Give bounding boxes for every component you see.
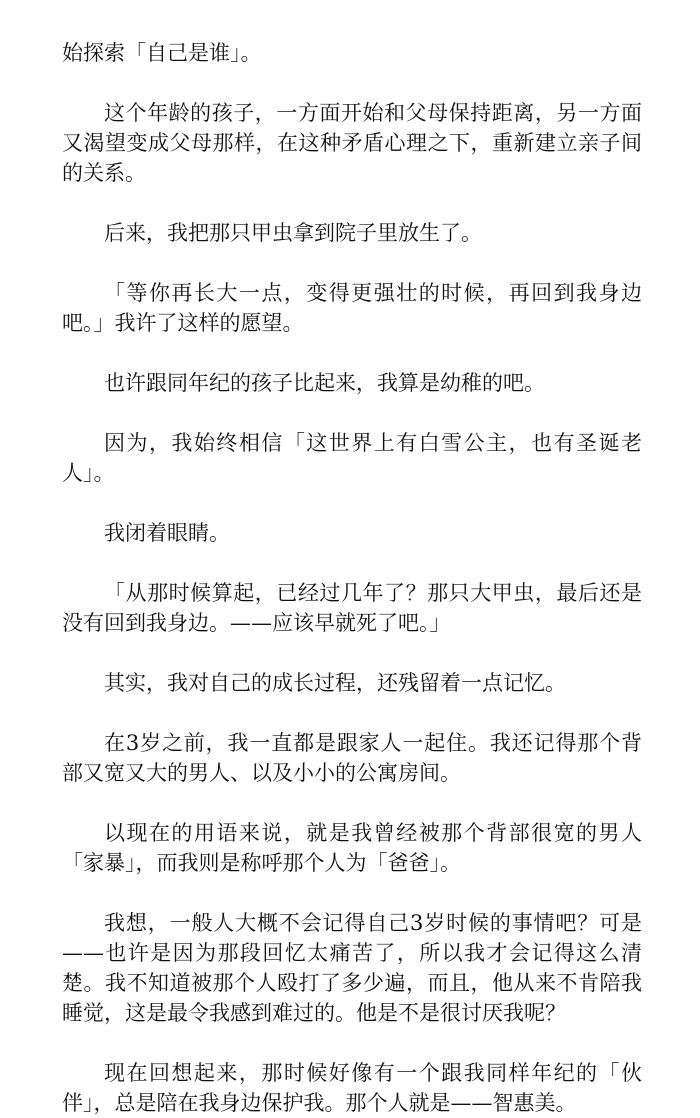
paragraph: 也许跟同年纪的孩子比起来，我算是幼稚的吧。 bbox=[104, 371, 545, 395]
paragraph: 这个年龄的孩子，一方面开始和父母保持距离，另一方面又渴望变成父母那样，在这种矛盾心理之下，重新建立亲子间的关系。 bbox=[62, 101, 642, 185]
paragraph: 我闭着眼睛。 bbox=[104, 521, 230, 545]
paragraph: 其实，我对自己的成长过程，还残留着一点记忆。 bbox=[104, 671, 566, 695]
paragraph: 「从那时候算起，已经过几年了？那只大甲虫，最后还是没有回到我身边。——应该早就死了吧。」 bbox=[62, 581, 642, 635]
paragraph: 因为，我始终相信「这世界上有白雪公主，也有圣诞老人」。 bbox=[62, 431, 642, 485]
paragraph: 以现在的用语来说，就是我曾经被那个背部很宽的男人「家暴」，而我则是称呼那个人为「爸爸」。 bbox=[62, 821, 642, 875]
paragraph: 现在回想起来，那时候好像有一个跟我同样年纪的「伙伴」，总是陪在我身边保护我。那个人就是——智惠美。 bbox=[62, 1061, 642, 1115]
paragraph: 后来，我把那只甲虫拿到院子里放生了。 bbox=[104, 221, 482, 245]
paragraph: 在3岁之前，我一直都是跟家人一起住。我还记得那个背部又宽又大的男人、以及小小的公寓房间。 bbox=[62, 731, 642, 785]
paragraph: 「等你再长大一点，变得更强壮的时候，再回到我身边吧。」我许了这样的愿望。 bbox=[62, 281, 642, 335]
paragraph: 始探索「自己是谁」。 bbox=[62, 41, 262, 65]
document-page bbox=[62, 38, 642, 1118]
paragraph: 我想，一般人大概不会记得自己3岁时候的事情吧？可是——也许是因为那段回忆太痛苦了，所以我才会记得这么清楚。我不知道被那个人殴打了多少遍，而且，他从来不肯陪我睡觉，这是最令我感到难过的。他是不是很讨厌我呢？ bbox=[62, 911, 642, 1025]
